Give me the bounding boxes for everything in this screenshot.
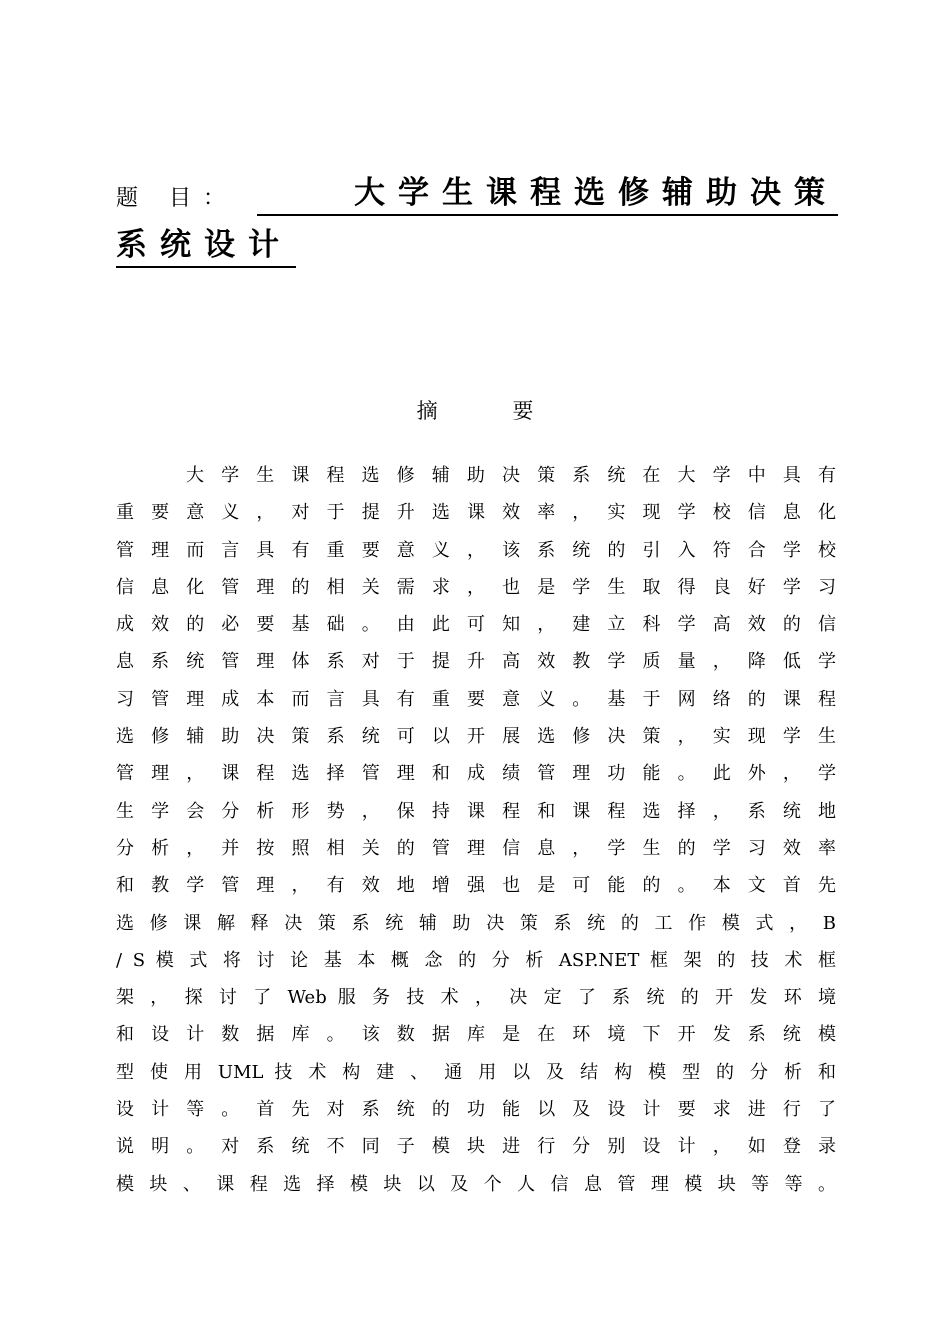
abstract-body	[116, 457, 836, 1203]
title-line-1	[116, 170, 838, 216]
abstract-line: 信 息 化 管 理 的 相 关 需 求 ， 也 是 学 生 取 得 良 好 学 习	[116, 576, 836, 598]
abstract-line: 模 块 、 课 程 选 择 模 块 以 及 个 人 信 息 管 理 模 块 等 等 。	[116, 1173, 836, 1195]
title-text-line-2: 系统设计	[116, 224, 296, 268]
abstract-line: 说 明 。 对 系 统 不 同 子 模 块 进 行 分 别 设 计 ， 如 登 录	[116, 1136, 836, 1158]
abstract-line: / S 模 式 将 讨 论 基 本 概 念 的 分 析 ASP.NET 框 架 的 技 术 框	[116, 949, 836, 971]
abstract-line: 分 析 ， 并 按 照 相 关 的 管 理 信 息 ， 学 生 的 学 习 效 率	[116, 837, 836, 859]
abstract-line: 和 教 学 管 理 ， 有 效 地 增 强 也 是 可 能 的 。 本 文 首 先	[116, 875, 836, 897]
abstract-line: 选 修 课 解 释 决 策 系 统 辅 助 决 策 系 统 的 工 作 模 式 ， B	[116, 912, 836, 934]
abstract-line: 管 理 而 言 具 有 重 要 意 义 ， 该 系 统 的 引 入 符 合 学 校	[116, 539, 836, 561]
abstract-line: 生 学 会 分 析 形 势 ， 保 持 课 程 和 课 程 选 择 ， 系 统 地	[116, 800, 836, 822]
abstract-line: 架 ， 探 讨 了 Web 服 务 技 术 ， 决 定 了 系 统 的 开 发 环 境	[116, 987, 836, 1009]
abstract-heading: 摘 要	[416, 399, 568, 423]
abstract-line: 息 系 统 管 理 体 系 对 于 提 升 高 效 教 学 质 量 ， 降 低 学	[116, 651, 836, 673]
abstract-line: 选 修 辅 助 决 策 系 统 可 以 开 展 选 修 决 策 ， 实 现 学 生	[116, 726, 836, 748]
thesis-title-block	[116, 170, 838, 270]
abstract-line: 大 学 生 课 程 选 修 辅 助 决 策 系 统 在 大 学 中 具 有	[186, 465, 836, 486]
title-label: 题 目：	[116, 186, 237, 211]
abstract-line: 成 效 的 必 要 基 础 。 由 此 可 知 ， 建 立 科 学 高 效 的 信	[116, 614, 836, 636]
abstract-line: 型 使 用 UML 技 术 构 建 、 通 用 以 及 结 构 模 型 的 分 析 和	[116, 1061, 836, 1083]
title-line-2	[116, 224, 838, 270]
abstract-line: 设 计 等 。 首 先 对 系 统 的 功 能 以 及 设 计 要 求 进 行 了	[116, 1099, 836, 1121]
abstract-line: 习 管 理 成 本 而 言 具 有 重 要 意 义 。 基 于 网 络 的 课 程	[116, 688, 836, 710]
abstract-line: 和 设 计 数 据 库 。 该 数 据 库 是 在 环 境 下 开 发 系 统 模	[116, 1024, 836, 1046]
abstract-line: 重 要 意 义 ， 对 于 提 升 选 课 效 率 ， 实 现 学 校 信 息 化	[116, 502, 836, 524]
title-text-line-1: 大学生课程选修辅助决策	[257, 172, 838, 216]
abstract-line: 管 理 ， 课 程 选 择 管 理 和 成 绩 管 理 功 能 。 此 外 ， 学	[116, 763, 836, 785]
